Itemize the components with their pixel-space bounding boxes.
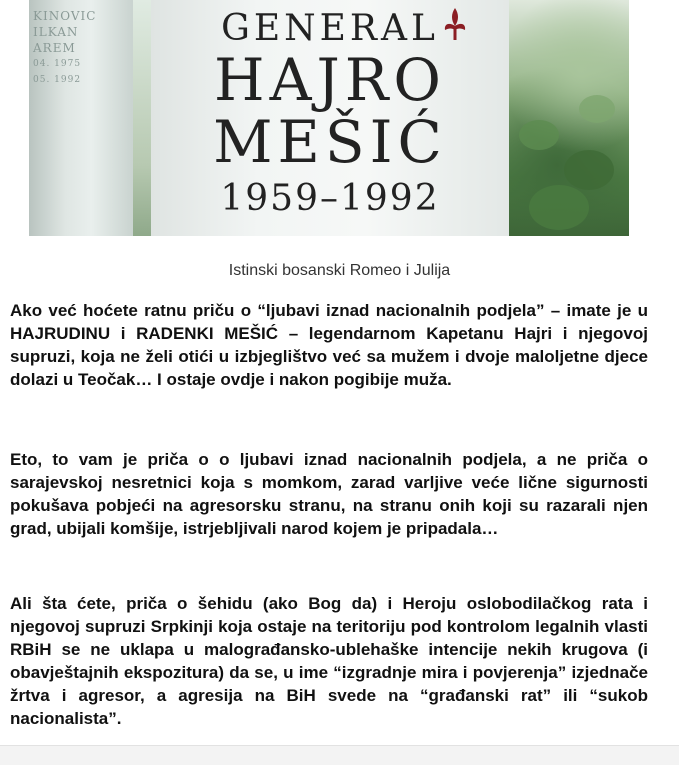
stone-last-name: MEŠIĆ bbox=[213, 108, 447, 176]
page-footer-strip bbox=[0, 745, 679, 765]
left-gravestone bbox=[29, 0, 133, 236]
gravestone-photo bbox=[29, 0, 629, 236]
photo-caption: Istinski bosanski Romeo i Julija bbox=[228, 262, 451, 279]
leaf-cluster bbox=[519, 120, 559, 150]
paragraph-1: Ako već hoćete ratnu priču o “ljubavi iznad nacionalnih podjela” – imate je u HAJRUDINU i RADENKI MEŠIĆ – legendarnom Kapetanu Hajri i njegovoj supruzi, koja ne želi otići u izbjeglištvo već sa mužem i dvoje maloljetne djece dolazi u Teočak… I ostaje ovdje i nakon pogibije muža. bbox=[10, 301, 648, 389]
paragraph-2: Eto, to vam je priča o o ljubavi iznad nacionalnih podjela, a ne priča o sarajevskoj nesretnici koja s momkom, zarad varljive veće lične sigurnosti pokušava pobjeći na agresorsku stranu, na stranu onih koji su razarali njen grad, ubijali komšije, istrjebljivali narod kojem je pripadala… bbox=[10, 450, 648, 538]
stone-first-name: HAJRO bbox=[214, 46, 446, 114]
foliage bbox=[509, 0, 629, 236]
leaf-cluster bbox=[579, 95, 615, 123]
background-sky bbox=[133, 0, 151, 236]
left-gravestone-inscription: KINOVIC ILKAN AREM 04. 1975 05. 1992 bbox=[33, 9, 97, 85]
leaf-cluster bbox=[564, 150, 614, 190]
main-gravestone bbox=[151, 0, 509, 236]
stone-rank: GENERAL bbox=[221, 8, 439, 49]
paragraph-3: Ali šta ćete, priča o šehidu (ako Bog da) i Heroju oslobodilačkog rata i njegovoj supruzi Srpkinji koja ostaje na teritoriju pod kontrolom legalnih vlasti RBiH se ne uklapa u malograđansko-ublehaške intencije nekih krugova (i obavještajnih ekspozitura) da se, u ime “izgradnje mira i povjerenja” izjednače žrtva i agresor, a agresija na BiH svede na “građanski rat” ili “sukob nacionalista”. bbox=[10, 594, 648, 728]
stone-years: 1959–1992 bbox=[220, 178, 440, 219]
leaf-cluster bbox=[529, 185, 589, 230]
